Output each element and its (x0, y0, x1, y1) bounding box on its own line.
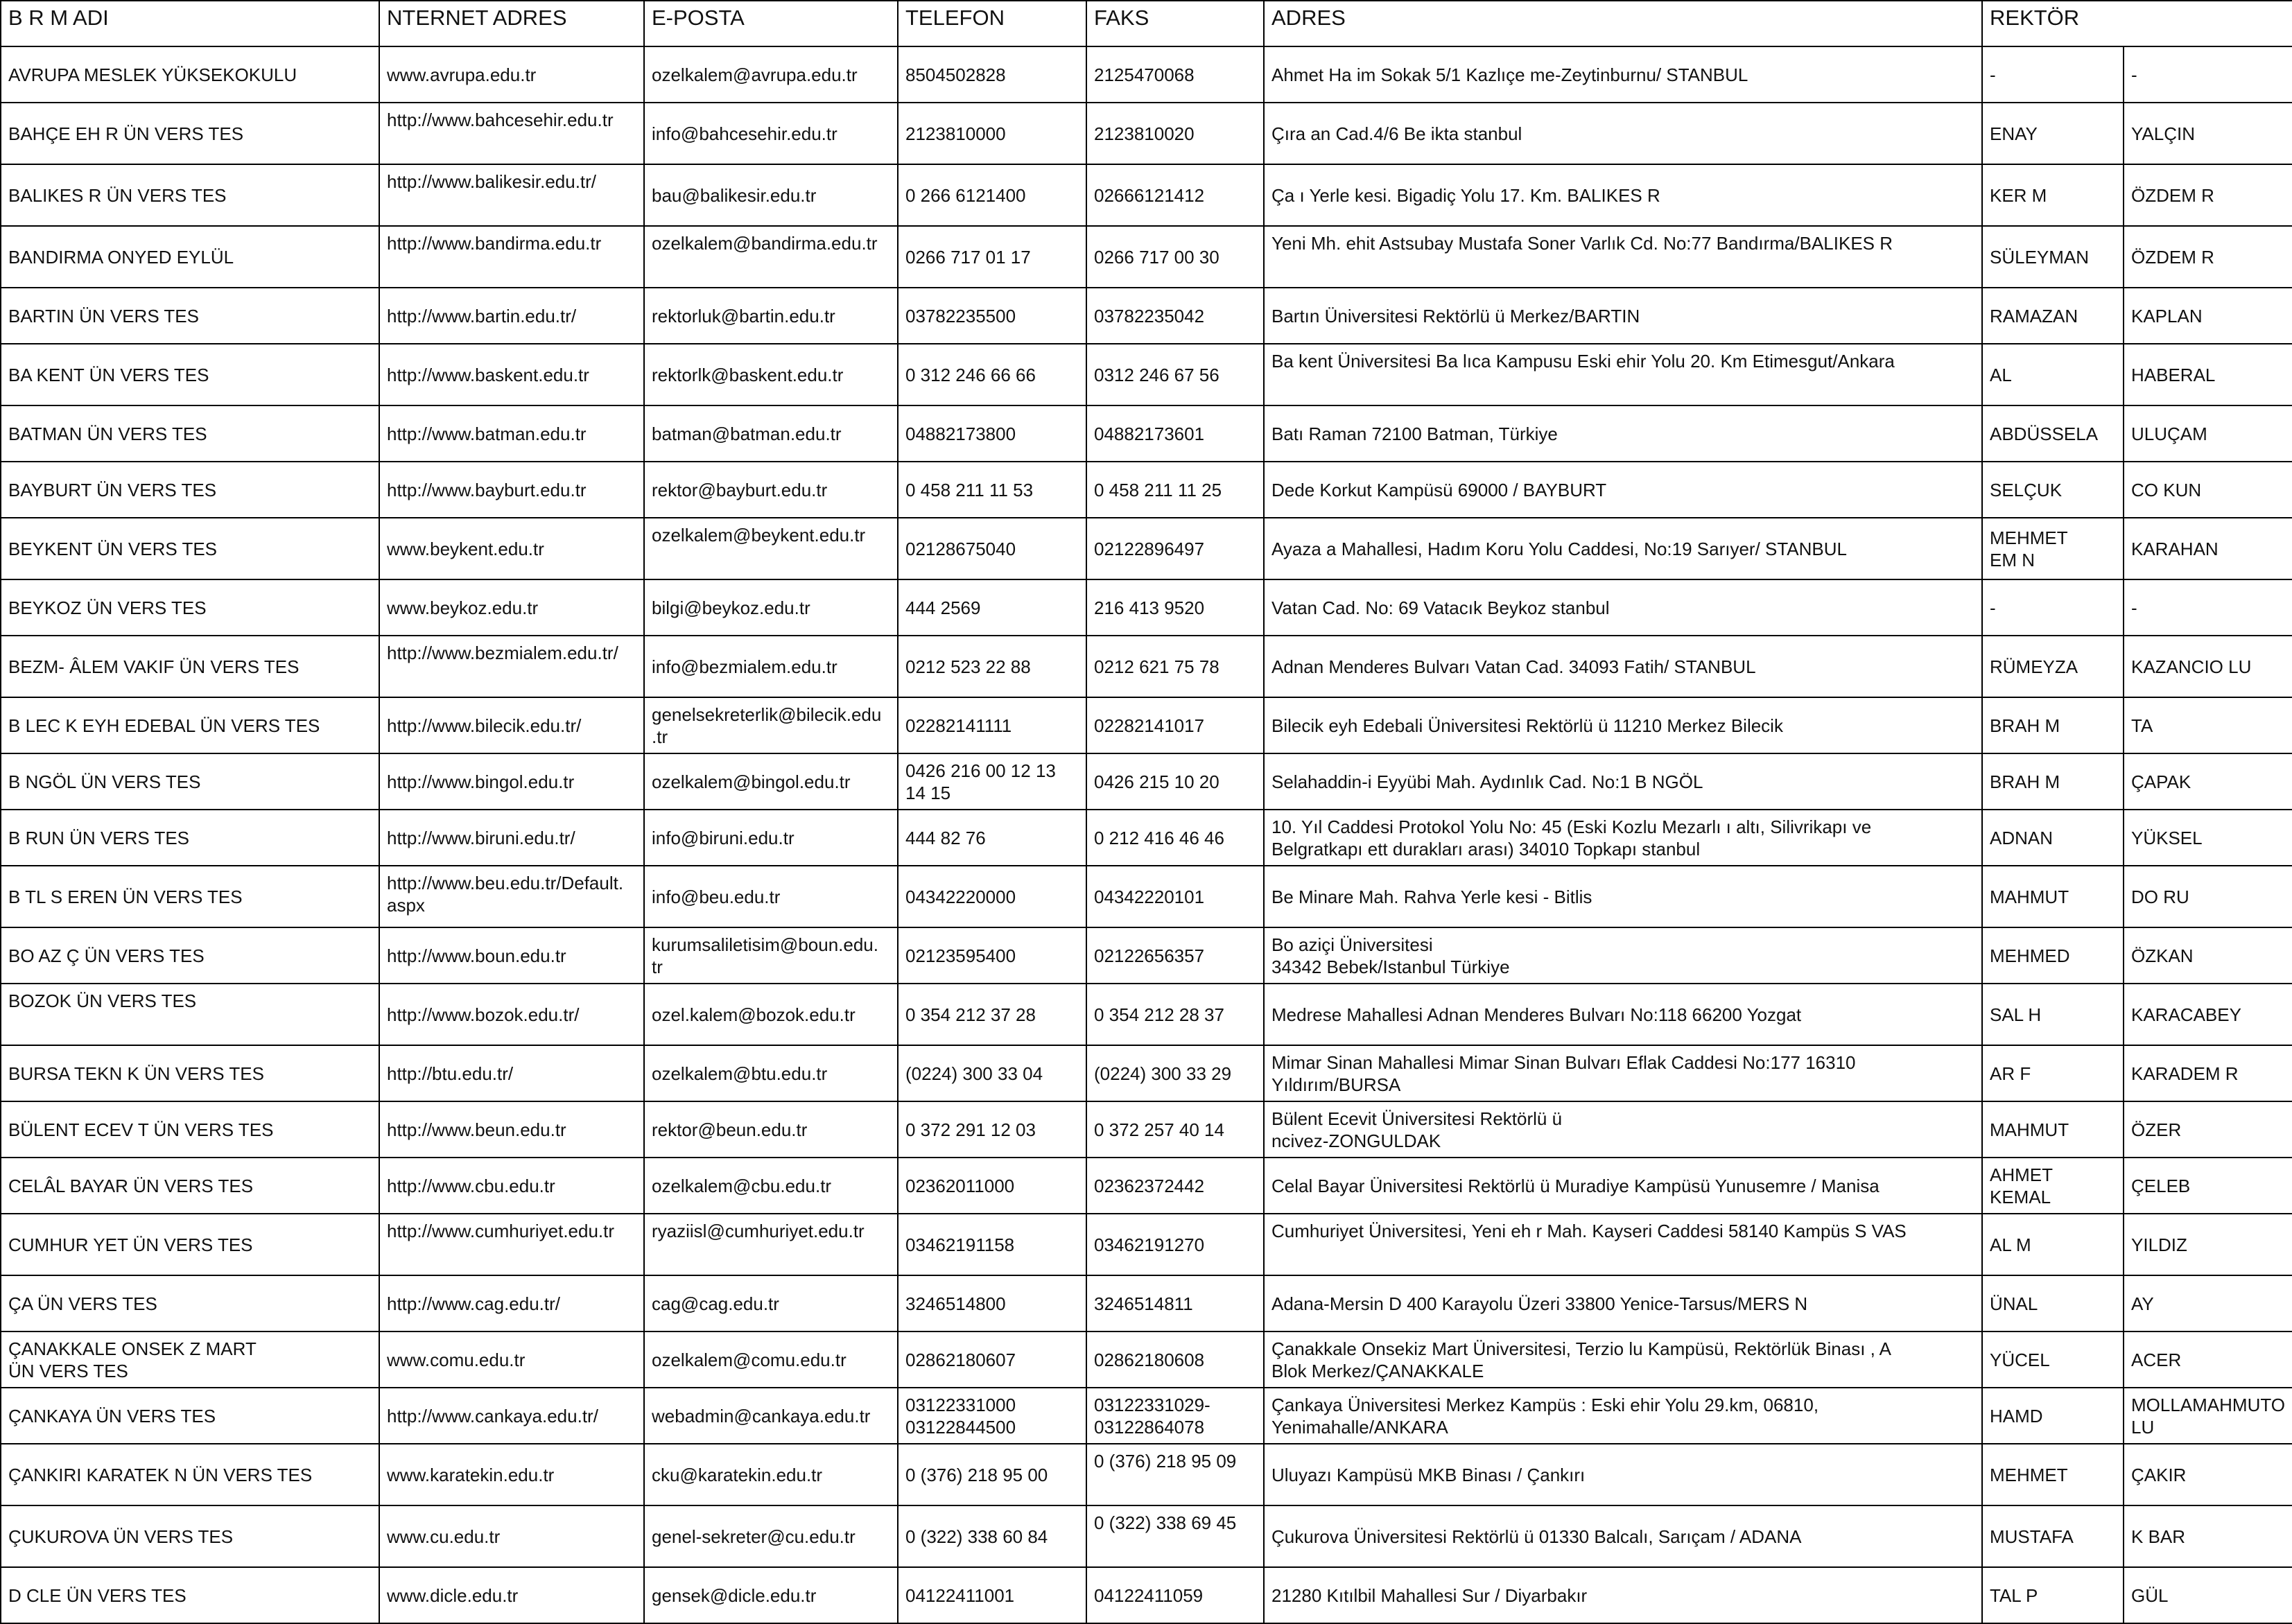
phone-cell: 0 354 212 37 28 (898, 984, 1086, 1045)
rector-last-name-cell: ÖZDEM R (2124, 226, 2292, 288)
phone-cell: 04882173800 (898, 405, 1086, 462)
table-row (1, 810, 2292, 866)
university-name-cell: BATMAN ÜN VERS TES (1, 405, 379, 462)
table-row (1, 164, 2292, 226)
phone-cell: 04342220000 (898, 866, 1086, 927)
email-cell: ryaziisl@cumhuriyet.edu.tr (644, 1214, 898, 1275)
table-row (1, 1567, 2292, 1623)
website-cell: http://www.bezmialem.edu.tr/ (379, 636, 644, 697)
fax-cell: 0426 215 10 20 (1086, 753, 1264, 810)
table-row (1, 579, 2292, 636)
fax-cell: 03462191270 (1086, 1214, 1264, 1275)
email-cell: ozelkalem@avrupa.edu.tr (644, 46, 898, 103)
university-name-cell: ÇANAKKALE ONSEK Z MART ÜN VERS TES (1, 1331, 379, 1388)
website-cell: http://www.bozok.edu.tr/ (379, 984, 644, 1045)
email-cell: ozel.kalem@bozok.edu.tr (644, 984, 898, 1045)
rector-first-name-cell: - (1982, 46, 2124, 103)
table-row (1, 1101, 2292, 1158)
rector-first-name-cell: KER M (1982, 164, 2124, 226)
rector-last-name-cell: ÇAPAK (2124, 753, 2292, 810)
rector-last-name-cell: YALÇIN (2124, 103, 2292, 164)
fax-cell: 0 (376) 218 95 09 (1086, 1444, 1264, 1505)
address-cell: Bilecik eyh Edebali Üniversitesi Rektörlü ü 11210 Merkez Bilecik (1264, 697, 1982, 753)
address-cell: Dede Korkut Kampüsü 69000 / BAYBURT (1264, 462, 1982, 518)
rector-first-name-cell: - (1982, 579, 2124, 636)
phone-cell: 0 312 246 66 66 (898, 344, 1086, 405)
rector-last-name-cell: TA (2124, 697, 2292, 753)
website-cell: www.beykoz.edu.tr (379, 579, 644, 636)
email-cell: info@biruni.edu.tr (644, 810, 898, 866)
university-name-cell: ÇUKUROVA ÜN VERS TES (1, 1505, 379, 1567)
email-cell: info@beu.edu.tr (644, 866, 898, 927)
website-cell: http://www.bilecik.edu.tr/ (379, 697, 644, 753)
website-cell: http://www.bandirma.edu.tr (379, 226, 644, 288)
rector-first-name-cell: AL M (1982, 1214, 2124, 1275)
rector-last-name-cell: ACER (2124, 1331, 2292, 1388)
website-cell: http://www.bahcesehir.edu.tr (379, 103, 644, 164)
table-row (1, 636, 2292, 697)
university-name-cell: BÜLENT ECEV T ÜN VERS TES (1, 1101, 379, 1158)
address-cell: Mimar Sinan Mahallesi Mimar Sinan Bulvarı Eflak Caddesi No:177 16310 Yıldırım/BURSA (1264, 1045, 1982, 1101)
address-cell: Ahmet Ha im Sokak 5/1 Kazlıçe me-Zeytinburnu/ STANBUL (1264, 46, 1982, 103)
rector-last-name-cell: - (2124, 46, 2292, 103)
rector-first-name-cell: ENAY (1982, 103, 2124, 164)
rector-last-name-cell: ÖZER (2124, 1101, 2292, 1158)
website-cell: http://www.biruni.edu.tr/ (379, 810, 644, 866)
rector-last-name-cell: ÖZDEM R (2124, 164, 2292, 226)
phone-cell: 04122411001 (898, 1567, 1086, 1623)
email-cell: rektor@beun.edu.tr (644, 1101, 898, 1158)
rector-first-name-cell: MEHMED (1982, 927, 2124, 984)
table-row (1, 866, 2292, 927)
rector-first-name-cell: AL (1982, 344, 2124, 405)
website-cell: http://www.cbu.edu.tr (379, 1158, 644, 1214)
table-row (1, 1388, 2292, 1444)
fax-cell: 0 354 212 28 37 (1086, 984, 1264, 1045)
email-cell: genelsekreterlik@bilecik.edu .tr (644, 697, 898, 753)
phone-cell: 0212 523 22 88 (898, 636, 1086, 697)
phone-cell: 02862180607 (898, 1331, 1086, 1388)
rector-last-name-cell: KARAHAN (2124, 518, 2292, 579)
phone-cell: 8504502828 (898, 46, 1086, 103)
university-name-cell: D CLE ÜN VERS TES (1, 1567, 379, 1623)
university-name-cell: ÇANKAYA ÜN VERS TES (1, 1388, 379, 1444)
address-cell: Medrese Mahallesi Adnan Menderes Bulvarı No:118 66200 Yozgat (1264, 984, 1982, 1045)
website-cell: http://www.bartin.edu.tr/ (379, 288, 644, 344)
fax-cell: 0212 621 75 78 (1086, 636, 1264, 697)
email-cell: genel-sekreter@cu.edu.tr (644, 1505, 898, 1567)
rector-last-name-cell: CO KUN (2124, 462, 2292, 518)
rector-last-name-cell: KAPLAN (2124, 288, 2292, 344)
email-cell: rektorlk@baskent.edu.tr (644, 344, 898, 405)
column-header-website: NTERNET ADRES (379, 1, 644, 46)
rector-last-name-cell: KARACABEY (2124, 984, 2292, 1045)
address-cell: Batı Raman 72100 Batman, Türkiye (1264, 405, 1982, 462)
phone-cell: 02282141111 (898, 697, 1086, 753)
address-cell: Adana-Mersin D 400 Karayolu Üzeri 33800 Yenice-Tarsus/MERS N (1264, 1275, 1982, 1331)
fax-cell: 02282141017 (1086, 697, 1264, 753)
phone-cell: 02123595400 (898, 927, 1086, 984)
rector-first-name-cell: BRAH M (1982, 697, 2124, 753)
rector-first-name-cell: MUSTAFA (1982, 1505, 2124, 1567)
email-cell: rektorluk@bartin.edu.tr (644, 288, 898, 344)
rector-last-name-cell: KARADEM R (2124, 1045, 2292, 1101)
rector-first-name-cell: BRAH M (1982, 753, 2124, 810)
table-row (1, 1158, 2292, 1214)
column-header-rector: REKTÖR (1982, 1, 2292, 46)
rector-last-name-cell: ULUÇAM (2124, 405, 2292, 462)
website-cell: www.karatekin.edu.tr (379, 1444, 644, 1505)
address-cell: Vatan Cad. No: 69 Vatacık Beykoz stanbul (1264, 579, 1982, 636)
rector-last-name-cell: HABERAL (2124, 344, 2292, 405)
phone-cell: 0 (322) 338 60 84 (898, 1505, 1086, 1567)
rector-first-name-cell: ADNAN (1982, 810, 2124, 866)
phone-cell: 02128675040 (898, 518, 1086, 579)
rector-last-name-cell: GÜL (2124, 1567, 2292, 1623)
phone-cell: 03122331000 03122844500 (898, 1388, 1086, 1444)
website-cell: http://www.cankaya.edu.tr/ (379, 1388, 644, 1444)
rector-first-name-cell: AR F (1982, 1045, 2124, 1101)
rector-first-name-cell: AHMET KEMAL (1982, 1158, 2124, 1214)
phone-cell: 444 82 76 (898, 810, 1086, 866)
rector-last-name-cell: YILDIZ (2124, 1214, 2292, 1275)
university-name-cell: B NGÖL ÜN VERS TES (1, 753, 379, 810)
website-cell: http://www.bingol.edu.tr (379, 753, 644, 810)
email-cell: info@bezmialem.edu.tr (644, 636, 898, 697)
address-cell: Ba kent Üniversitesi Ba lıca Kampusu Eski ehir Yolu 20. Km Etimesgut/Ankara (1264, 344, 1982, 405)
fax-cell: 0 372 257 40 14 (1086, 1101, 1264, 1158)
rector-first-name-cell: MAHMUT (1982, 866, 2124, 927)
email-cell: batman@batman.edu.tr (644, 405, 898, 462)
table-row (1, 226, 2292, 288)
website-cell: http://www.baskent.edu.tr (379, 344, 644, 405)
address-cell: Bülent Ecevit Üniversitesi Rektörlü ü ncivez-ZONGULDAK (1264, 1101, 1982, 1158)
address-cell: Çanakkale Onsekiz Mart Üniversitesi, Terzio lu Kampüsü, Rektörlük Binası , A Blok Merkez/ÇANAKKALE (1264, 1331, 1982, 1388)
rector-first-name-cell: RAMAZAN (1982, 288, 2124, 344)
university-name-cell: BANDIRMA ONYED EYLÜL (1, 226, 379, 288)
university-name-cell: B RUN ÜN VERS TES (1, 810, 379, 866)
table-row (1, 1505, 2292, 1567)
rector-last-name-cell: ÇELEB (2124, 1158, 2292, 1214)
website-cell: http://www.batman.edu.tr (379, 405, 644, 462)
fax-cell: 04882173601 (1086, 405, 1264, 462)
fax-cell: 04342220101 (1086, 866, 1264, 927)
rector-first-name-cell: MEHMET (1982, 1444, 2124, 1505)
address-cell: Bo aziçi Üniversitesi 34342 Bebek/Istanbul Türkiye (1264, 927, 1982, 984)
rector-last-name-cell: AY (2124, 1275, 2292, 1331)
column-header-phone: TELEFON (898, 1, 1086, 46)
phone-cell: 444 2569 (898, 579, 1086, 636)
address-cell: Uluyazı Kampüsü MKB Binası / Çankırı (1264, 1444, 1982, 1505)
phone-cell: 0426 216 00 12 13 14 15 (898, 753, 1086, 810)
website-cell: http://www.bayburt.edu.tr (379, 462, 644, 518)
table-row (1, 927, 2292, 984)
column-header-email: E-POSTA (644, 1, 898, 46)
phone-cell: 3246514800 (898, 1275, 1086, 1331)
university-name-cell: BAHÇE EH R ÜN VERS TES (1, 103, 379, 164)
phone-cell: 03782235500 (898, 288, 1086, 344)
email-cell: ozelkalem@cbu.edu.tr (644, 1158, 898, 1214)
email-cell: ozelkalem@bandirma.edu.tr (644, 226, 898, 288)
university-name-cell: BO AZ Ç ÜN VERS TES (1, 927, 379, 984)
university-name-cell: BEZM- ÂLEM VAKIF ÜN VERS TES (1, 636, 379, 697)
fax-cell: 04122411059 (1086, 1567, 1264, 1623)
website-cell: http://www.cag.edu.tr/ (379, 1275, 644, 1331)
header-row (1, 1, 2292, 46)
fax-cell: 02666121412 (1086, 164, 1264, 226)
table-row (1, 1275, 2292, 1331)
table-row (1, 288, 2292, 344)
fax-cell: (0224) 300 33 29 (1086, 1045, 1264, 1101)
phone-cell: 0266 717 01 17 (898, 226, 1086, 288)
university-name-cell: BEYKOZ ÜN VERS TES (1, 579, 379, 636)
address-cell: Çankaya Üniversitesi Merkez Kampüs : Eski ehir Yolu 29.km, 06810, Yenimahalle/ANKARA (1264, 1388, 1982, 1444)
fax-cell: 2125470068 (1086, 46, 1264, 103)
phone-cell: 0 (376) 218 95 00 (898, 1444, 1086, 1505)
address-cell: Çukurova Üniversitesi Rektörlü ü 01330 Balcalı, Sarıçam / ADANA (1264, 1505, 1982, 1567)
rector-first-name-cell: SÜLEYMAN (1982, 226, 2124, 288)
table-row (1, 753, 2292, 810)
website-cell: http://www.beun.edu.tr (379, 1101, 644, 1158)
table-row (1, 405, 2292, 462)
fax-cell: 02122656357 (1086, 927, 1264, 984)
address-cell: Çıra an Cad.4/6 Be ikta stanbul (1264, 103, 1982, 164)
column-header-university-name: B R M ADI (1, 1, 379, 46)
fax-cell: 03122331029- 03122864078 (1086, 1388, 1264, 1444)
rector-last-name-cell: YÜKSEL (2124, 810, 2292, 866)
address-cell: 21280 Kıtılbil Mahallesi Sur / Diyarbakır (1264, 1567, 1982, 1623)
university-name-cell: BURSA TEKN K ÜN VERS TES (1, 1045, 379, 1101)
phone-cell: 0 372 291 12 03 (898, 1101, 1086, 1158)
email-cell: gensek@dicle.edu.tr (644, 1567, 898, 1623)
email-cell: ozelkalem@btu.edu.tr (644, 1045, 898, 1101)
rector-first-name-cell: RÜMEYZA (1982, 636, 2124, 697)
column-header-address: ADRES (1264, 1, 1982, 46)
rector-first-name-cell: ABDÜSSELA (1982, 405, 2124, 462)
website-cell: http://btu.edu.tr/ (379, 1045, 644, 1101)
rector-first-name-cell: HAMD (1982, 1388, 2124, 1444)
phone-cell: 2123810000 (898, 103, 1086, 164)
university-name-cell: BAYBURT ÜN VERS TES (1, 462, 379, 518)
address-cell: Celal Bayar Üniversitesi Rektörlü ü Muradiye Kampüsü Yunusemre / Manisa (1264, 1158, 1982, 1214)
website-cell: www.beykent.edu.tr (379, 518, 644, 579)
email-cell: rektor@bayburt.edu.tr (644, 462, 898, 518)
table-row (1, 1331, 2292, 1388)
fax-cell: 0 (322) 338 69 45 (1086, 1505, 1264, 1567)
website-cell: http://www.cumhuriyet.edu.tr (379, 1214, 644, 1275)
university-name-cell: ÇANKIRI KARATEK N ÜN VERS TES (1, 1444, 379, 1505)
university-name-cell: BALIKES R ÜN VERS TES (1, 164, 379, 226)
fax-cell: 216 413 9520 (1086, 579, 1264, 636)
email-cell: webadmin@cankaya.edu.tr (644, 1388, 898, 1444)
email-cell: bilgi@beykoz.edu.tr (644, 579, 898, 636)
address-cell: Cumhuriyet Üniversitesi, Yeni eh r Mah. Kayseri Caddesi 58140 Kampüs S VAS (1264, 1214, 1982, 1275)
email-cell: info@bahcesehir.edu.tr (644, 103, 898, 164)
rector-first-name-cell: SAL H (1982, 984, 2124, 1045)
rector-first-name-cell: TAL P (1982, 1567, 2124, 1623)
address-cell: 10. Yıl Caddesi Protokol Yolu No: 45 (Eski Kozlu Mezarlı ı altı, Silivrikapı ve Belgratkapı ett durakları arası) 34010 Topkapı stanbul (1264, 810, 1982, 866)
rector-last-name-cell: - (2124, 579, 2292, 636)
fax-cell: 0266 717 00 30 (1086, 226, 1264, 288)
website-cell: http://www.boun.edu.tr (379, 927, 644, 984)
table-row (1, 46, 2292, 103)
university-name-cell: AVRUPA MESLEK YÜKSEKOKULU (1, 46, 379, 103)
phone-cell: (0224) 300 33 04 (898, 1045, 1086, 1101)
table-row (1, 1214, 2292, 1275)
phone-cell: 0 458 211 11 53 (898, 462, 1086, 518)
fax-cell: 0 212 416 46 46 (1086, 810, 1264, 866)
rector-first-name-cell: ÜNAL (1982, 1275, 2124, 1331)
table-row (1, 103, 2292, 164)
email-cell: ozelkalem@comu.edu.tr (644, 1331, 898, 1388)
phone-cell: 02362011000 (898, 1158, 1086, 1214)
email-cell: ozelkalem@bingol.edu.tr (644, 753, 898, 810)
rector-first-name-cell: MEHMET EM N (1982, 518, 2124, 579)
phone-cell: 0 266 6121400 (898, 164, 1086, 226)
address-cell: Ça ı Yerle kesi. Bigadiç Yolu 17. Km. BALIKES R (1264, 164, 1982, 226)
university-name-cell: B LEC K EYH EDEBAL ÜN VERS TES (1, 697, 379, 753)
table-row (1, 344, 2292, 405)
university-name-cell: BEYKENT ÜN VERS TES (1, 518, 379, 579)
address-cell: Be Minare Mah. Rahva Yerle kesi - Bitlis (1264, 866, 1982, 927)
rector-last-name-cell: K BAR (2124, 1505, 2292, 1567)
rector-last-name-cell: DO RU (2124, 866, 2292, 927)
university-name-cell: B TL S EREN ÜN VERS TES (1, 866, 379, 927)
table-row (1, 1045, 2292, 1101)
website-cell: http://www.balikesir.edu.tr/ (379, 164, 644, 226)
address-cell: Adnan Menderes Bulvarı Vatan Cad. 34093 Fatih/ STANBUL (1264, 636, 1982, 697)
fax-cell: 3246514811 (1086, 1275, 1264, 1331)
rector-first-name-cell: MAHMUT (1982, 1101, 2124, 1158)
rector-first-name-cell: YÜCEL (1982, 1331, 2124, 1388)
email-cell: cag@cag.edu.tr (644, 1275, 898, 1331)
university-name-cell: ÇA ÜN VERS TES (1, 1275, 379, 1331)
address-cell: Ayaza a Mahallesi, Hadım Koru Yolu Caddesi, No:19 Sarıyer/ STANBUL (1264, 518, 1982, 579)
phone-cell: 03462191158 (898, 1214, 1086, 1275)
fax-cell: 02862180608 (1086, 1331, 1264, 1388)
website-cell: www.cu.edu.tr (379, 1505, 644, 1567)
university-name-cell: BOZOK ÜN VERS TES (1, 984, 379, 1045)
table-body (1, 46, 2292, 1623)
table-row (1, 697, 2292, 753)
university-name-cell: BARTIN ÜN VERS TES (1, 288, 379, 344)
fax-cell: 0 458 211 11 25 (1086, 462, 1264, 518)
column-header-fax: FAKS (1086, 1, 1264, 46)
rector-first-name-cell: SELÇUK (1982, 462, 2124, 518)
email-cell: bau@balikesir.edu.tr (644, 164, 898, 226)
website-cell: www.dicle.edu.tr (379, 1567, 644, 1623)
rector-last-name-cell: KAZANCIO LU (2124, 636, 2292, 697)
fax-cell: 02122896497 (1086, 518, 1264, 579)
address-cell: Yeni Mh. ehit Astsubay Mustafa Soner Varlık Cd. No:77 Bandırma/BALIKES R (1264, 226, 1982, 288)
website-cell: www.avrupa.edu.tr (379, 46, 644, 103)
website-cell: http://www.beu.edu.tr/Default. aspx (379, 866, 644, 927)
email-cell: ozelkalem@beykent.edu.tr (644, 518, 898, 579)
table-row (1, 984, 2292, 1045)
rector-last-name-cell: MOLLAMAHMUTO LU (2124, 1388, 2292, 1444)
email-cell: kurumsaliletisim@boun.edu. tr (644, 927, 898, 984)
university-name-cell: CUMHUR YET ÜN VERS TES (1, 1214, 379, 1275)
fax-cell: 02362372442 (1086, 1158, 1264, 1214)
email-cell: cku@karatekin.edu.tr (644, 1444, 898, 1505)
address-cell: Selahaddin-i Eyyübi Mah. Aydınlık Cad. No:1 B NGÖL (1264, 753, 1982, 810)
university-name-cell: BA KENT ÜN VERS TES (1, 344, 379, 405)
rector-last-name-cell: ÇAKIR (2124, 1444, 2292, 1505)
fax-cell: 03782235042 (1086, 288, 1264, 344)
table-row (1, 462, 2292, 518)
address-cell: Bartın Üniversitesi Rektörlü ü Merkez/BARTIN (1264, 288, 1982, 344)
fax-cell: 2123810020 (1086, 103, 1264, 164)
table-row (1, 1444, 2292, 1505)
fax-cell: 0312 246 67 56 (1086, 344, 1264, 405)
rector-last-name-cell: ÖZKAN (2124, 927, 2292, 984)
website-cell: www.comu.edu.tr (379, 1331, 644, 1388)
university-name-cell: CELÂL BAYAR ÜN VERS TES (1, 1158, 379, 1214)
table-row (1, 518, 2292, 579)
